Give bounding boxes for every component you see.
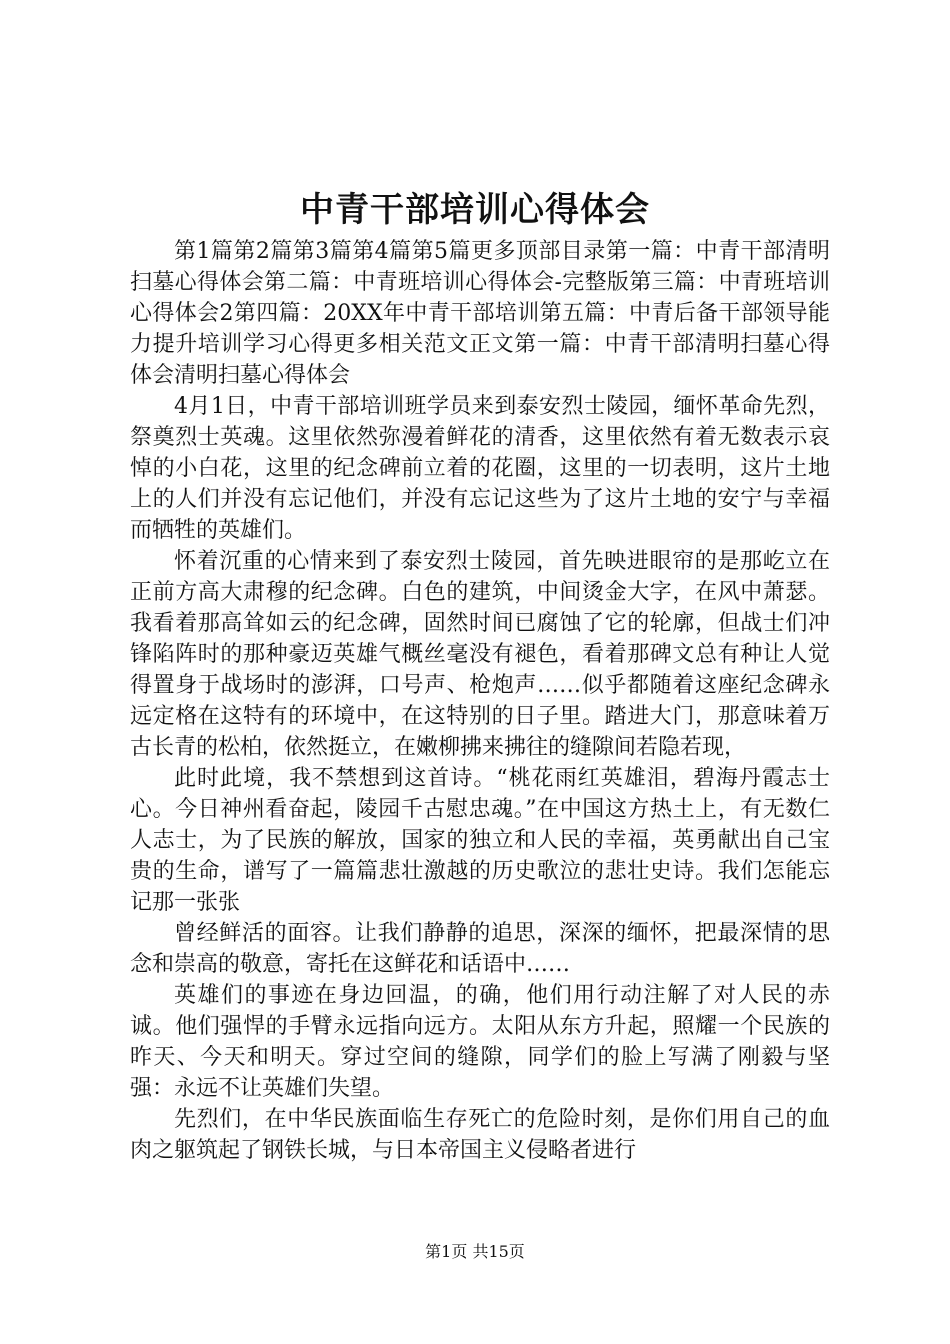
body-paragraph: 英雄们的事迹在身边回温，的确，他们用行动注解了对人民的赤诚。他们强悍的手臂永远指向远方。太阳从东方升起，照耀一个民族的昨天、今天和明天。穿过空间的缝隙，同学们的脸上写满了刚毅与坚强：永远不让英雄们失望。 bbox=[130, 983, 830, 1101]
body-paragraph: 4月1日，中青干部培训班学员来到泰安烈士陵园，缅怀革命先烈，祭奠烈士英魂。这里依然弥漫着鲜花的清香，这里依然有着无数表示哀悼的小白花，这里的纪念碑前立着的花圈，这里的一切表明，这片土地上的人们并没有忘记他们，并没有忘记这些为了这片土地的安宁与幸福而牺牲的英雄们。 bbox=[130, 394, 830, 543]
document-title: 中青干部培训心得体会 bbox=[300, 190, 650, 230]
document-body bbox=[130, 236, 830, 1166]
body-paragraph: 怀着沉重的心情来到了泰安烈士陵园，首先映进眼帘的是那屹立在正前方高大肃穆的纪念碑。白色的建筑，中间烫金大字，在风中萧瑟。我看着那高耸如云的纪念碑，固然时间已腐蚀了它的轮廓，但战士们冲锋陷阵时的那种豪迈英雄气概丝毫没有褪色，看着那碑文总有种让人觉得置身于战场时的澎湃，口号声、枪炮声……似乎都随着这座纪念碑永远定格在这特有的环境中，在这特别的日子里。踏进大门，那意味着万古长青的松柏，依然挺立，在嫩柳拂来拂往的缝隙间若隐若现， bbox=[130, 549, 830, 760]
body-paragraph: 此时此境，我不禁想到这首诗。“桃花雨红英雄泪，碧海丹霞志士心。今日神州看奋起，陵园千古慰忠魂。”在中国这方热土上，有无数仁人志士，为了民族的解放，国家的独立和人民的幸福，英勇献出自己宝贵的生命，谱写了一篇篇悲壮激越的历史歌泣的悲壮史诗。我们怎能忘记那一张张 bbox=[130, 766, 830, 915]
body-paragraph: 先烈们，在中华民族面临生存死亡的危险时刻，是你们用自己的血肉之躯筑起了钢铁长城，与日本帝国主义侵略者进行 bbox=[130, 1107, 830, 1163]
table-of-contents-paragraph: 第1篇第2篇第3篇第4篇第5篇更多顶部目录第一篇：中青干部清明扫墓心得体会第二篇：中青班培训心得体会-完整版第三篇：中青班培训心得体会2第四篇：20XX年中青干部培训第五篇：中青后备干部领导能力提升培训学习心得更多相关范文正文第一篇：中青干部清明扫墓心得体会清明扫墓心得体会 bbox=[130, 239, 830, 388]
body-paragraph: 曾经鲜活的面容。让我们静静的追思，深深的缅怀，把最深情的思念和崇高的敬意，寄托在这鲜花和话语中…… bbox=[130, 921, 830, 977]
page-number-footer: 第1页 共15页 bbox=[425, 1242, 525, 1261]
